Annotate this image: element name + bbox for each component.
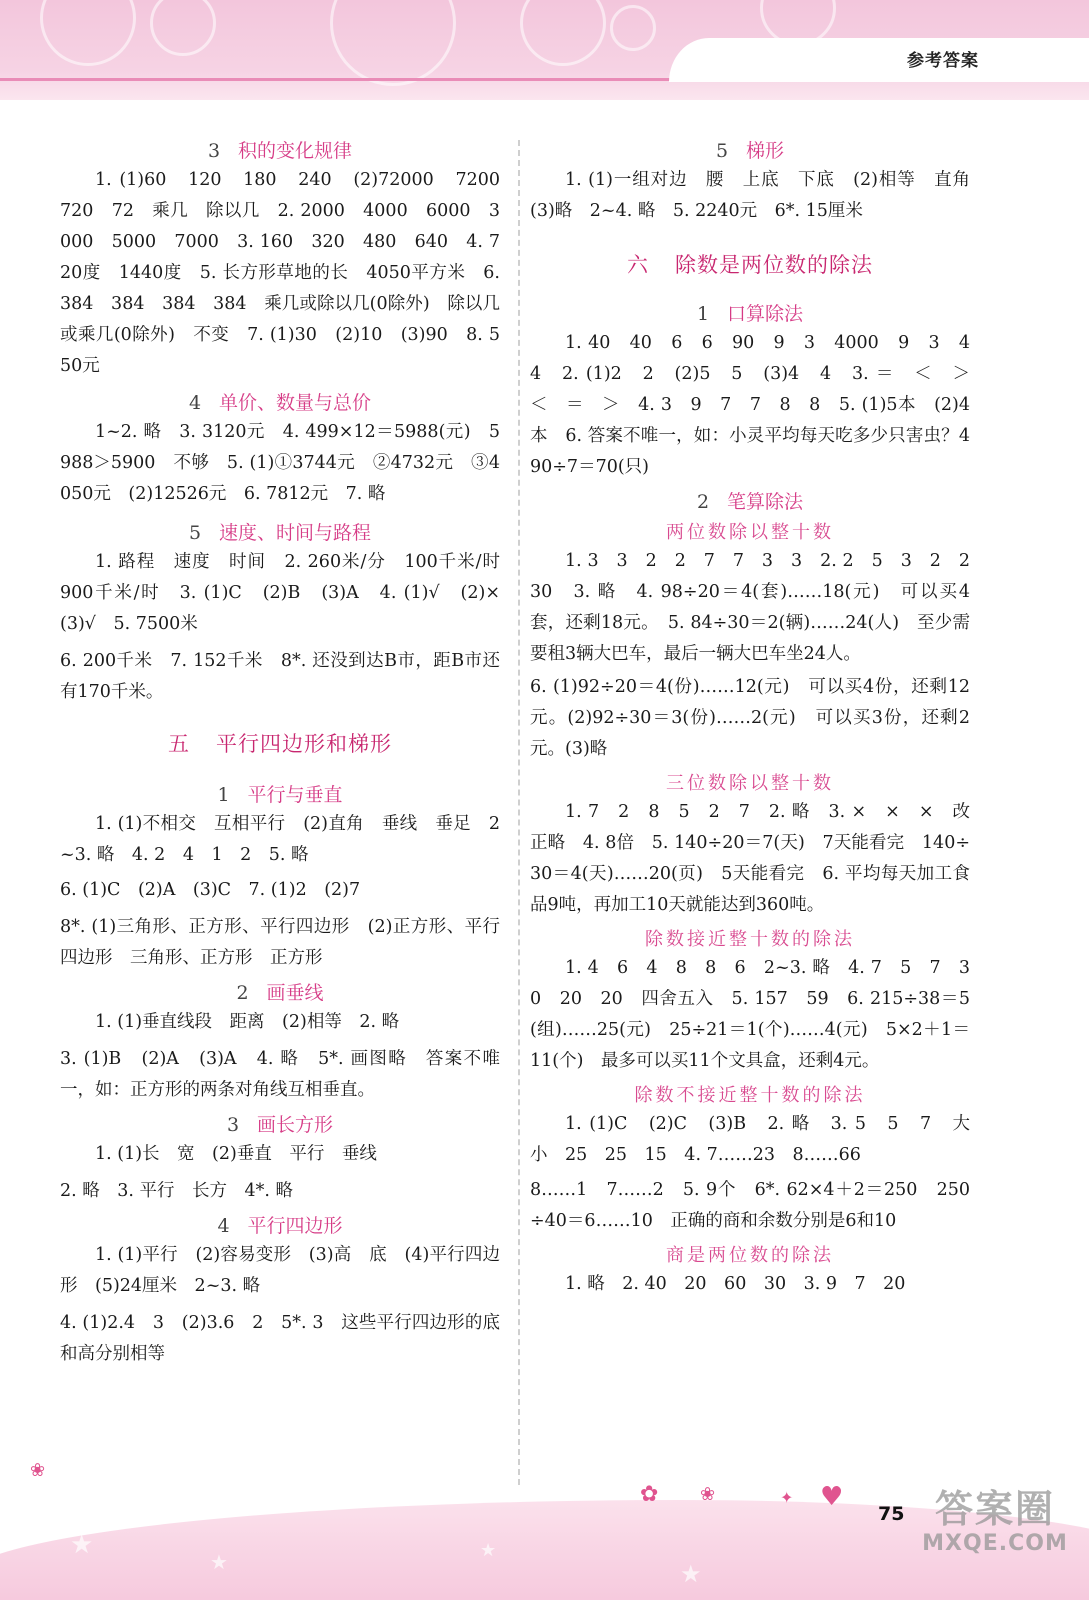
section-title (60, 1110, 500, 1137)
section-title (530, 487, 970, 514)
section-title-text: 平行四边形 (247, 1215, 343, 1237)
section-number: 5 (715, 140, 729, 162)
header-decoration-bubble (150, 0, 216, 56)
section-number: 4 (217, 1215, 230, 1237)
subsection-title: 两位数除以整十数 (666, 522, 834, 543)
page-number: 75 (878, 1503, 905, 1525)
header-decoration-bubble (520, 0, 606, 66)
header-title: 参考答案 (907, 51, 979, 71)
answer-paragraph: 1. (1)C (2)C (3)B 2. 略 3. 5 5 7 大 小 25 25 15 4. 7……23 8……66 (530, 1114, 988, 1165)
header-decoration-bubble (40, 0, 136, 66)
section-title (60, 136, 500, 163)
answer-paragraph: 1. (1)60 120 180 240 (2)72000 7200 720 72 乘几 除以几 2. 2000 4000 6000 3000 5000 7000 3. 160 320 480 640 4. 720度 1440度 5. 长方形草地的长 4050平方米 6. 384 384 384 384 乘几或除以几(0除外) 除以几或乘几(0除外) 不变 7. (1)30 (2)10 (3)90 8. 550元 (60, 170, 518, 376)
watermark-url: MXQE.COM (922, 1531, 1068, 1556)
section-number: 3 (207, 140, 221, 162)
watermark-logo: 答案圈 (934, 1487, 1055, 1531)
page-header (0, 0, 1089, 100)
unit-title-text: 平行四边形和梯形 (216, 732, 392, 756)
column-divider (518, 140, 520, 1485)
section-number: 1 (696, 303, 710, 325)
header-tab (669, 38, 1089, 82)
unit-number: 五 (168, 732, 190, 756)
star-icon: ★ (70, 1530, 94, 1560)
section-title-text: 积的变化规律 (238, 140, 353, 162)
star-icon: ★ (680, 1560, 702, 1588)
answer-paragraph: 8*. (1)三角形、正方形、平行四边形 (2)正方形、平行四边形 三角形、正方形 正方形 (60, 917, 500, 968)
unit-title (60, 728, 500, 758)
star-icon: ★ (480, 1540, 497, 1561)
watermark (910, 1478, 1080, 1588)
answer-paragraph: 1. 略 2. 40 20 60 30 3. 9 7 20 (565, 1274, 906, 1294)
unit-title (530, 249, 970, 279)
answer-paragraph: 3. (1)B (2)A (3)A 4. 略 5*. 画图略 答案不唯一，如：正方形的两条对角线互相垂直。 (60, 1049, 500, 1100)
answer-paragraph: 6. 200千米 7. 152千米 8*. 还没到达B市，距B市还有170千米。 (60, 651, 500, 702)
header-decoration-bubble (330, 0, 456, 86)
subsection-title: 除数接近整十数的除法 (645, 929, 855, 950)
unit-title-text: 除数是两位数的除法 (675, 253, 873, 277)
section-title-text: 画垂线 (266, 982, 324, 1004)
section-title (530, 299, 970, 326)
subsection-title: 商是两位数的除法 (666, 1245, 834, 1266)
answer-paragraph: 1. (1)平行 (2)容易变形 (3)高 底 (4)平行四边形 (5)24厘米 2~3. 略 (60, 1245, 500, 1296)
petal-icon: ✦ (780, 1488, 794, 1507)
answer-paragraph: 6. (1)92÷20＝4(份)……12(元) 可以买4份，还剩12元。(2)92÷30＝3(份)……2(元) 可以买3份，还剩2元。(3)略 (530, 677, 970, 759)
subsection-title: 三位数除以整十数 (666, 773, 834, 794)
section-number: 4 (188, 392, 202, 414)
section-title-text: 口算除法 (727, 303, 804, 325)
section-number: 2 (696, 491, 710, 513)
section-title-text: 单价、数量与总价 (219, 392, 372, 414)
section-title-text: 平行与垂直 (247, 784, 343, 806)
section-number: 3 (226, 1114, 240, 1136)
answer-paragraph: 4. (1)2.4 3 (2)3.6 2 5*. 3 这些平行四边形的底和高分别相等 (60, 1313, 500, 1364)
answer-paragraph: 1. (1)不相交 互相平行 (2)直角 垂线 垂足 2~3. 略 4. 2 4 1 2 5. 略 (60, 814, 500, 865)
answer-paragraph: 1. 40 40 6 6 90 9 3 4000 9 3 4 4 2. (1)2 2 (2)5 5 (3)4 4 3. ＝ ＜ ＞ ＜ ＝ ＞ 4. 3 9 7 7 8 8 5. (1)5本 (2)4本 6. 答案不唯一，如：小灵平均每天吃多少只害虫？490÷7＝70(只) (530, 333, 988, 477)
answer-paragraph: 1. 7 2 8 5 2 7 2. 略 3. × × × 改正略 4. 8倍 5. 140÷20＝7(天) 7天能看完 140÷30＝4(天)……20(页) 5天能看完 6. 平均每天加工食品9吨，再加工10天就能达到360吨。 (530, 802, 970, 915)
answer-paragraph: 6. (1)C (2)A (3)C 7. (1)2 (2)7 (60, 880, 361, 900)
header-decoration-bubble (610, 5, 656, 51)
section-title (60, 388, 500, 415)
heart-icon: ♥ (820, 1482, 844, 1512)
answer-paragraph: 1. 路程 速度 时间 2. 260米/分 100千米/时 900千米/时 3. (1)C (2)B (3)A 4. (1)√ (2)× (3)√ 5. 7500米 (60, 552, 518, 634)
right-column (530, 136, 988, 1300)
section-title (60, 978, 500, 1005)
section-title-text: 梯形 (746, 140, 785, 162)
petal-icon: ❀ (30, 1460, 46, 1481)
section-title-text: 画长方形 (257, 1114, 334, 1136)
answer-paragraph: 1~2. 略 3. 3120元 4. 499×12＝5988(元) 5988＞5900 不够 5. (1)①3744元 ②4732元 ③4050元 (2)12526元 6. 7812元 7. 略 (60, 422, 500, 504)
petal-icon: ❀ (700, 1484, 716, 1505)
left-column (60, 136, 518, 1370)
answer-paragraph: 2. 略 3. 平行 长方 4*. 略 (60, 1181, 294, 1201)
star-icon: ★ (210, 1550, 228, 1574)
section-title (530, 136, 970, 163)
unit-number: 六 (627, 253, 649, 277)
answer-paragraph: 1. (1)一组对边 腰 上底 下底 (2)相等 直角 (3)略 2~4. 略 5. 2240元 6*. 15厘米 (530, 170, 988, 221)
section-title (60, 780, 500, 807)
answer-paragraph: 1. 3 3 2 2 7 7 3 3 2. 2 5 3 2 2 30 3. 略 4. 98÷20＝4(套)……18(元) 可以买4套，还剩18元。 5. 84÷30＝2(辆)……24(人) 至少需要租3辆大巴车，最后一辆大巴车坐24人。 (530, 551, 988, 664)
section-title-text: 笔算除法 (727, 491, 804, 513)
section-title-text: 速度、时间与路程 (219, 522, 372, 544)
subsection-title: 除数不接近整十数的除法 (634, 1085, 866, 1106)
answer-paragraph: 8……1 7……2 5. 9个 6*. 62×4＋2＝250 250÷40＝6……10 正确的商和余数分别是6和10 (530, 1180, 970, 1231)
section-title (60, 1211, 500, 1238)
section-title (60, 518, 500, 545)
section-number: 2 (236, 982, 249, 1004)
petal-icon: ✿ (640, 1482, 659, 1507)
answer-paragraph: 1. (1)长 宽 (2)垂直 平行 垂线 (95, 1144, 377, 1164)
answer-paragraph: 1. (1)垂直线段 距离 (2)相等 2. 略 (95, 1012, 400, 1032)
answer-paragraph: 1. 4 6 4 8 8 6 2~3. 略 4. 7 5 7 30 20 20 四舍五入 5. 157 59 6. 215÷38＝5(组)……25(元) 25÷21＝1(个)……4(元) 5×2＋1＝11(个) 最多可以买11个文具盒，还剩4元。 (530, 958, 970, 1071)
section-number: 5 (188, 522, 202, 544)
section-number: 1 (217, 784, 230, 806)
